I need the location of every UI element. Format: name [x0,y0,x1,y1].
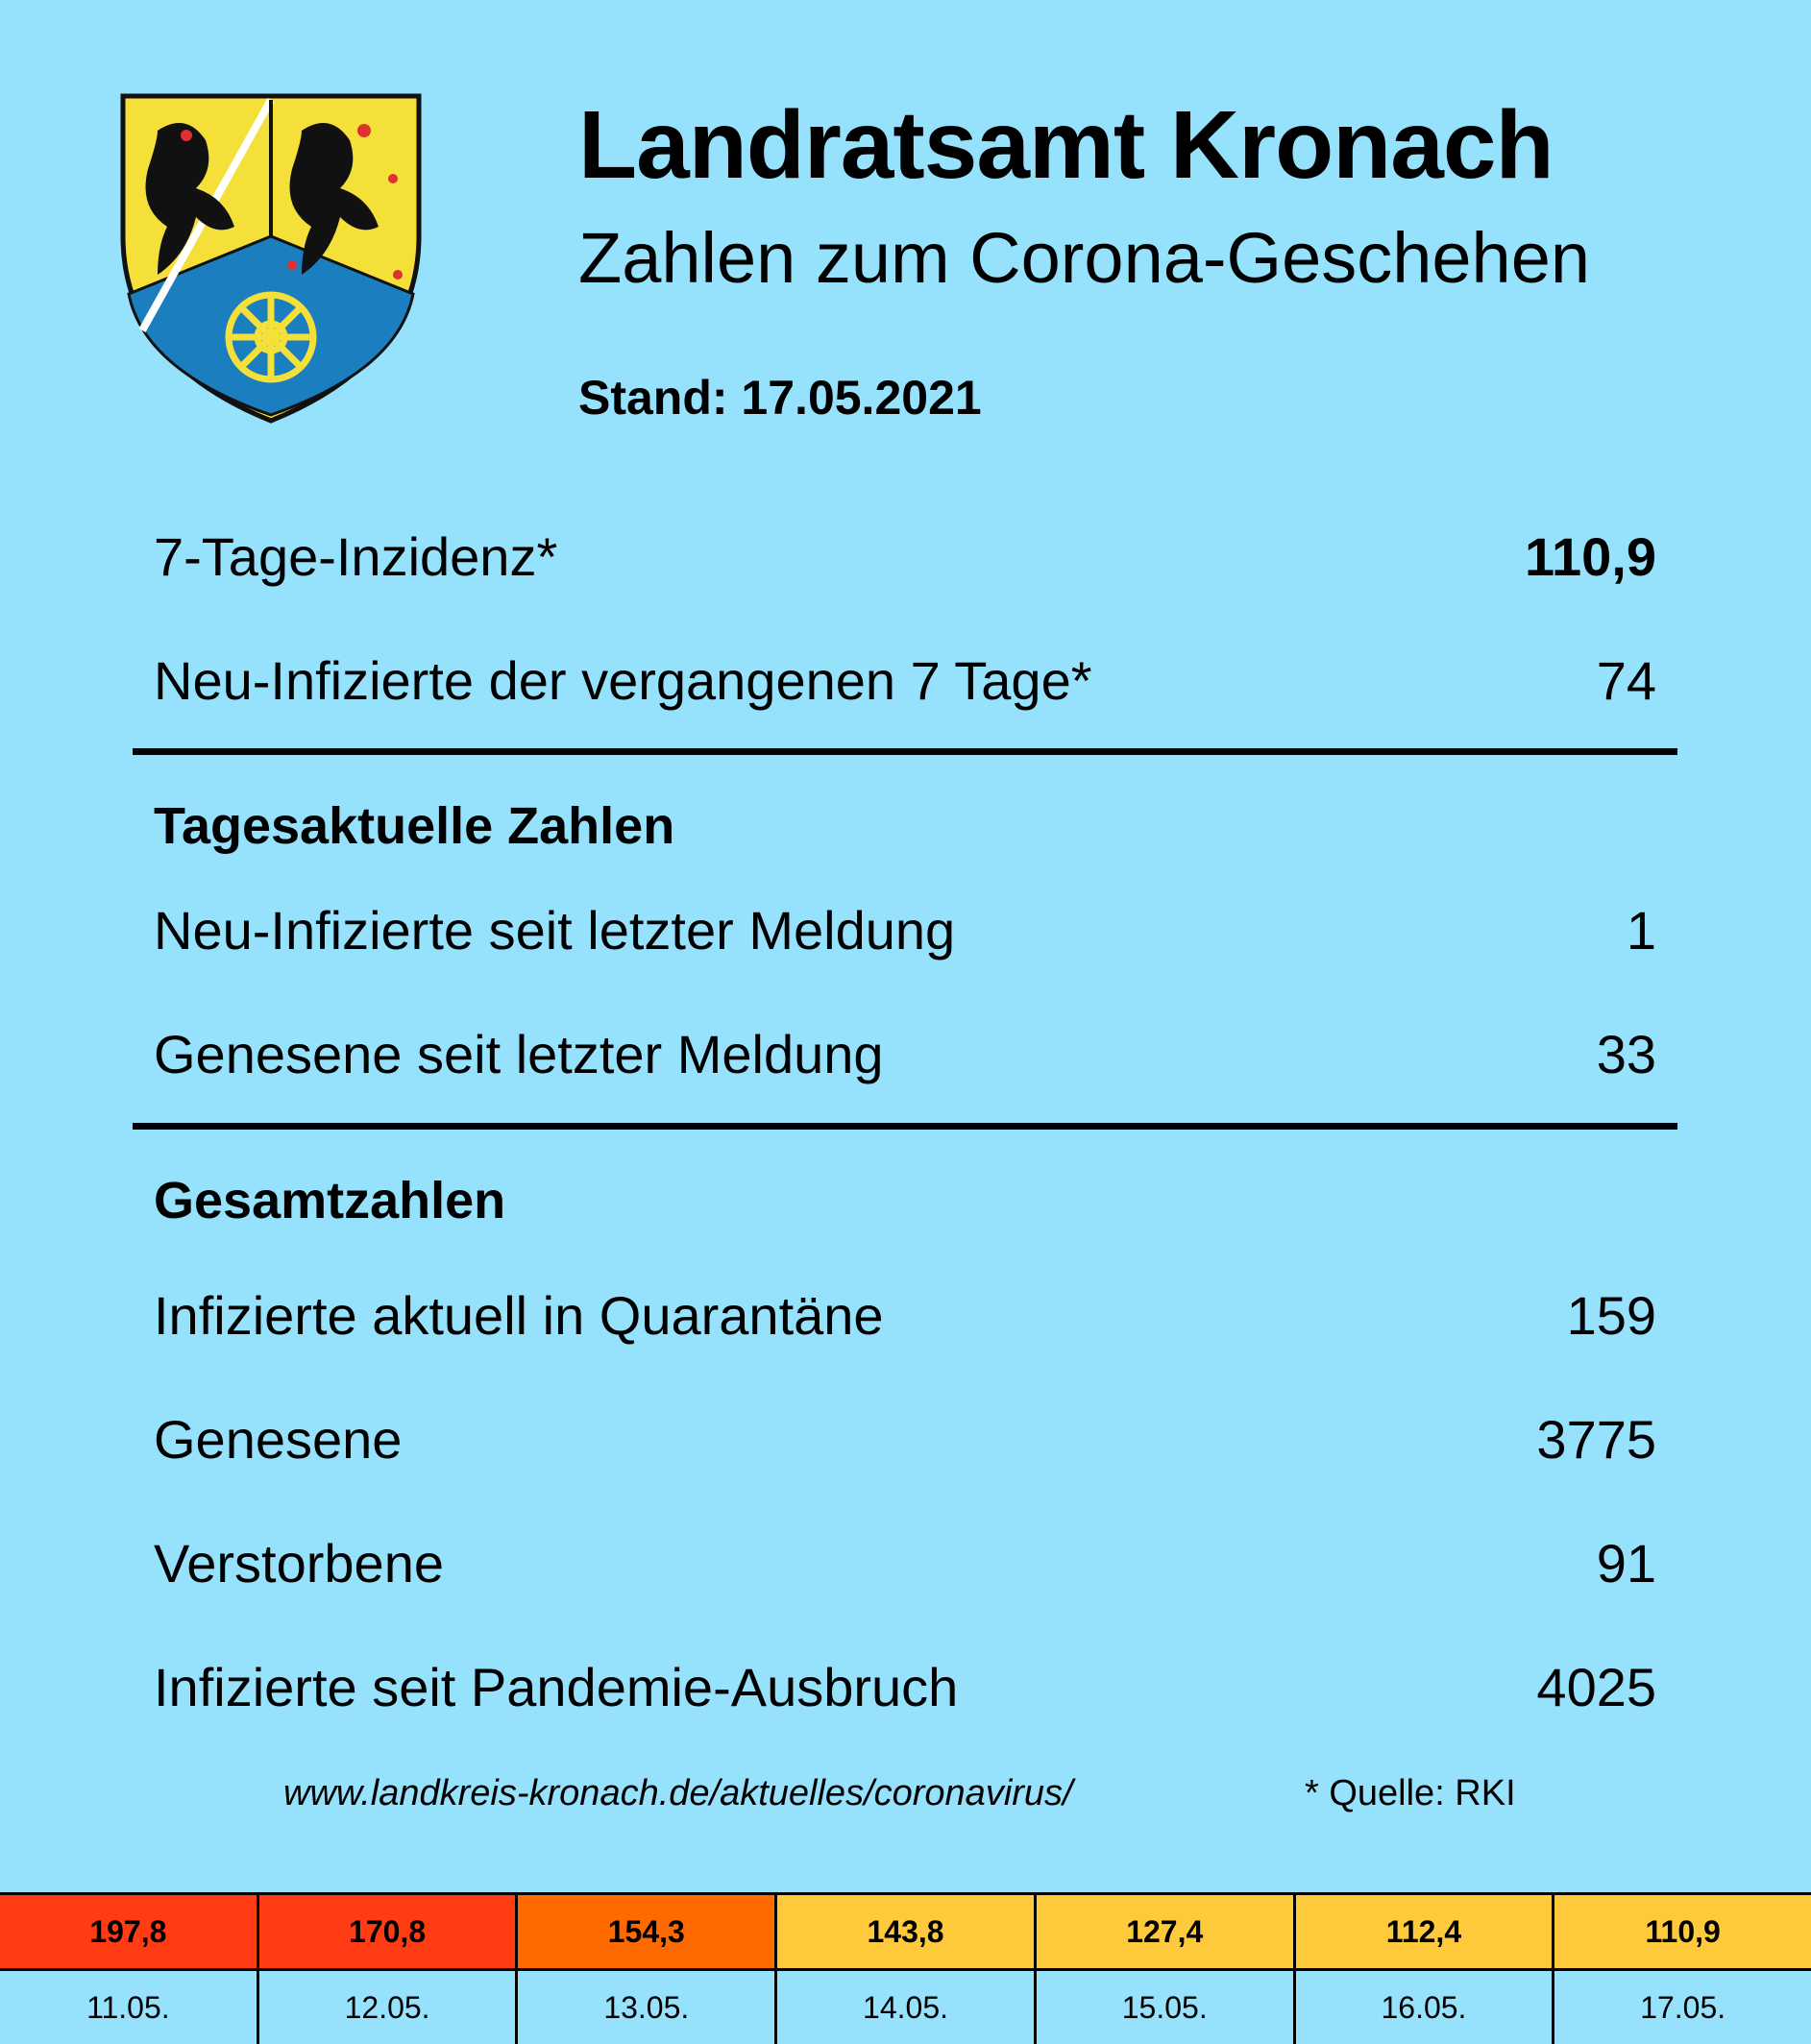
trend-value-cell: 112,4 [1296,1895,1555,1968]
trend-values-row [0,1895,1811,1971]
row-label: 7-Tage-Inzidenz* [154,526,558,587]
trend-value-cell: 110,9 [1554,1895,1811,1968]
row-value: 91 [1596,1533,1656,1594]
row-value: 33 [1596,1024,1656,1084]
section-heading-totals: Gesamtzahlen [154,1172,506,1229]
trend-value-cell: 154,3 [518,1895,777,1968]
trend-value-cell: 197,8 [0,1895,259,1968]
row-label: Verstorbene [154,1533,444,1594]
row-label: Genesene [154,1409,403,1470]
website-link[interactable]: www.landkreis-kronach.de/aktuelles/coronavirus/ [283,1773,1073,1813]
totals-row [154,1285,1656,1347]
row-label: Neu-Infizierte seit letzter Meldung [154,900,956,961]
trend-date-cell: 14.05. [777,1971,1037,2044]
trend-date-cell: 11.05. [0,1971,259,2044]
totals-row [154,1533,1656,1594]
row-label: Neu-Infizierte der vergangenen 7 Tage* [154,650,1092,711]
totals-row [154,1409,1656,1471]
incidence-trend-strip [0,1892,1811,2044]
row-value: 159 [1566,1285,1656,1346]
trend-dates-row [0,1971,1811,2044]
trend-date-cell: 13.05. [518,1971,777,2044]
trend-date-cell: 17.05. [1640,1989,1726,2025]
source-note: * Quelle: RKI [1305,1773,1516,1813]
divider [133,748,1677,755]
daily-row [154,1024,1656,1085]
section-heading-daily: Tagesaktuelle Zahlen [154,797,675,855]
row-value: 3775 [1536,1409,1656,1470]
page-title: Landratsamt Kronach [578,91,1554,199]
daily-row [154,900,1656,961]
row-value: 4025 [1536,1657,1656,1717]
row-label: Infizierte seit Pandemie-Ausbruch [154,1657,959,1717]
coat-of-arms-icon [119,92,423,425]
page-subtitle: Zahlen zum Corona-Geschehen [578,218,1591,298]
trend-date-cell: 15.05. [1037,1971,1296,2044]
trend-value-cell: 170,8 [259,1895,519,1968]
divider [133,1123,1677,1130]
new-infections-7d-row [154,650,1656,712]
incidence-row [154,526,1656,588]
row-label: Genesene seit letzter Meldung [154,1024,884,1084]
date-stamp: Stand: 17.05.2021 [578,371,982,425]
totals-row [154,1657,1656,1718]
row-value: 1 [1626,900,1656,961]
trend-date-cell: 16.05. [1296,1971,1555,2044]
row-value: 74 [1596,650,1656,711]
row-value: 110,9 [1524,526,1656,587]
trend-value-cell: 143,8 [777,1895,1037,1968]
row-label: Infizierte aktuell in Quarantäne [154,1285,884,1346]
trend-value-cell: 127,4 [1037,1895,1296,1968]
trend-date-cell: 12.05. [259,1971,519,2044]
